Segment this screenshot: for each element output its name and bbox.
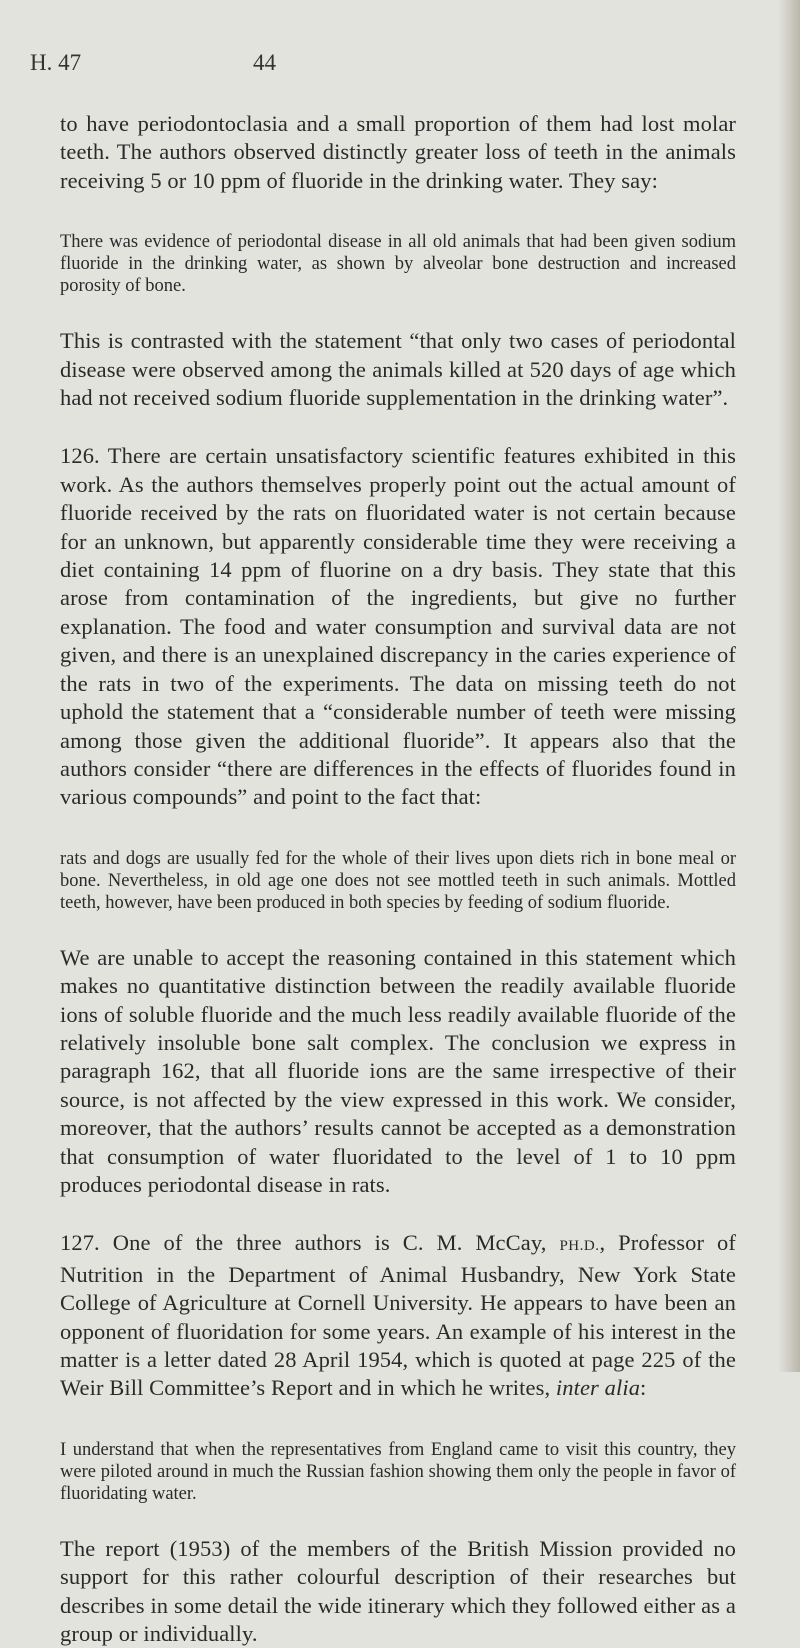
- page-edge-shadow: [778, 0, 800, 1372]
- latin-phrase: inter alia: [555, 1375, 641, 1401]
- document-reference: H. 47: [30, 50, 82, 75]
- page-number: 44: [253, 50, 276, 75]
- paragraph-127-start: 127. One of the three authors is C. M. McCay,: [60, 1230, 547, 1256]
- paragraph-127-mid: , Professor of Nutrition in the Department of Animal Husbandry, New York State College of Agriculture at Cornell University. He appears to have been an opponent of fluoridation for some years. An example of his interest in the matter is a letter dated 28 April 1954, which is quoted at page 225 of the Weir Bill Committee’s Report and in which he writes,: [60, 1230, 736, 1401]
- paragraph-127-end: :: [640, 1375, 647, 1401]
- degree-abbreviation: PH.D.: [559, 1238, 600, 1255]
- page-header: [30, 50, 730, 80]
- paragraph-continuation: to have periodontoclasia and a small proportion of them had lost molar teeth. The authors observed distinctly greater loss of teeth in the animals receiving 5 or 10 ppm of fluoride in the drinking water. They say:: [60, 111, 736, 193]
- paragraph-reasoning: We are unable to accept the reasoning contained in this statement which makes no quantitative distinction between the readily available fluoride ions of soluble fluoride and the much less readily available fluoride of the relatively insoluble bone salt complex. The conclusion we express in paragraph 162, that all fluoride ions are the same irrespective of their source, is not affected by the view expressed in this work. We consider, moreover, that the authors’ results cannot be accepted as a demonstration that consumption of water fluoridated to the level of 1 to 10 ppm produces periodontal disease in rats.: [60, 944, 736, 1197]
- block-quote-rats-dogs: rats and dogs are usually fed for the whole of their lives upon diets rich in bone meal or bone. Nevertheless, in old age one does not see mottled teeth in such animals. Mottled teeth, however, have been produced in both species by feeding of sodium fluoride.: [60, 848, 736, 913]
- block-quote-periodontal: There was evidence of periodontal disease in all old animals that had been given sodium fluoride in the drinking water, as shown by alveolar bone destruction and increased porosity of bone.: [60, 232, 736, 297]
- block-quote-mccay-letter: I understand that when the representatives from England came to visit this country, they were piloted around in much the Russian fashion showing them only the people in favor of fluoridating water.: [60, 1439, 736, 1504]
- paragraph-127: [60, 1229, 736, 1402]
- page-body: [60, 110, 736, 1648]
- paragraph-126: 126. There are certain unsatisfactory scientific features exhibited in this work. As the authors themselves properly point out the actual amount of fluoride received by the rats on fluoridated water is not certain because for an unknown, but apparently considerable time they were receiving a diet containing 14 ppm of fluorine on a dry basis. They state that this arose from contamination of the ingredients, but give no further explanation. The food and water consumption and survival data are not given, and there is an unexplained discrepancy in the caries experience of the rats in two of the experiments. The data on missing teeth do not uphold the statement that a “considerable number of teeth were missing among those given the additional fluoride”. It appears also that the authors consider “there are differences in the effects of fluorides found in various compounds” and point to the fact that:: [60, 443, 736, 810]
- paragraph-contrast: This is contrasted with the statement “that only two cases of periodontal disease were observed among the animals killed at 520 days of age which had not received sodium fluoride supplementation in the drinking water”.: [60, 328, 736, 411]
- paragraph-british-mission: The report (1953) of the members of the British Mission provided no support for this rather colourful description of their researches but describes in some detail the wide itinerary which they followed either as a group or individually.: [60, 1535, 736, 1647]
